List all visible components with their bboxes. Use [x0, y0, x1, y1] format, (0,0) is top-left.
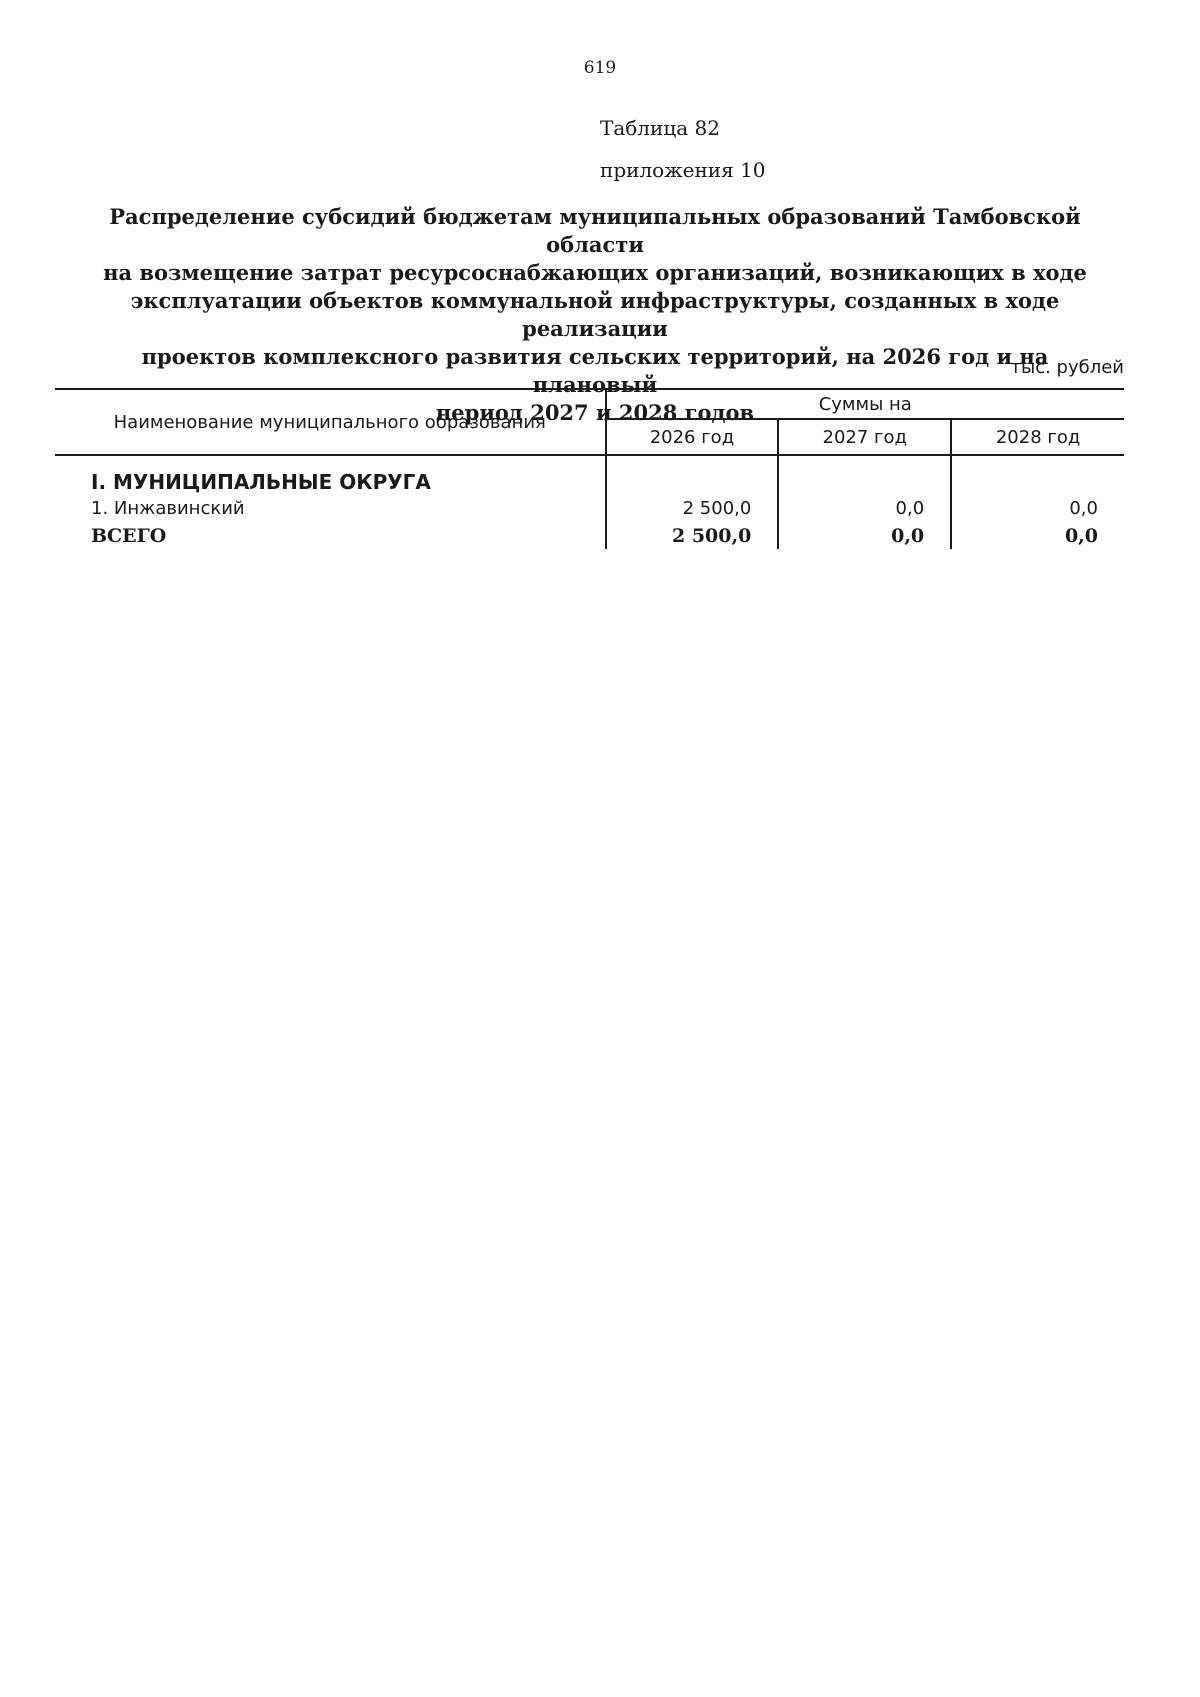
- title-line: на возмещение затрат ресурсоснабжающих организаций, возникающих в ходе: [103, 260, 1087, 285]
- page-number: 619: [583, 58, 617, 78]
- total-row: [55, 522, 1124, 549]
- sums-header: Суммы на: [606, 389, 1125, 419]
- table-row: [55, 495, 1124, 522]
- unit-label: тыс. рублей: [1010, 357, 1124, 378]
- value-2026: 2 500,0: [606, 495, 779, 522]
- value-2027: 0,0: [778, 495, 951, 522]
- total-2028: 0,0: [951, 522, 1124, 549]
- value-2028: 0,0: [951, 495, 1124, 522]
- total-2026: 2 500,0: [606, 522, 779, 549]
- year-header-2028: 2028 год: [951, 419, 1124, 455]
- table-reference: Таблица 82: [600, 116, 720, 140]
- municipality-name: 1. Инжавинский: [91, 498, 245, 519]
- section-title: I. МУНИЦИПАЛЬНЫЕ ОКРУГА: [91, 469, 431, 494]
- title-line: проектов комплексного развития сельских территорий, на 2026 год и на плановый: [141, 344, 1049, 397]
- title-line: период 2027 и 2028 годов: [435, 400, 755, 425]
- appendix-reference: приложения 10: [600, 158, 766, 182]
- municipality-name-header: Наименование муниципального образования: [55, 389, 606, 455]
- subsidy-table: [55, 388, 1124, 549]
- total-label: ВСЕГО: [91, 524, 167, 547]
- title-line: Распределение субсидий бюджетам муниципальных образований Тамбовской области: [109, 204, 1081, 257]
- total-2027: 0,0: [778, 522, 951, 549]
- title-line: эксплуатации объектов коммунальной инфраструктуры, созданных в ходе реализации: [130, 288, 1060, 341]
- year-header-2026: 2026 год: [606, 419, 779, 455]
- year-header-2027: 2027 год: [778, 419, 951, 455]
- section-row: [55, 455, 1124, 495]
